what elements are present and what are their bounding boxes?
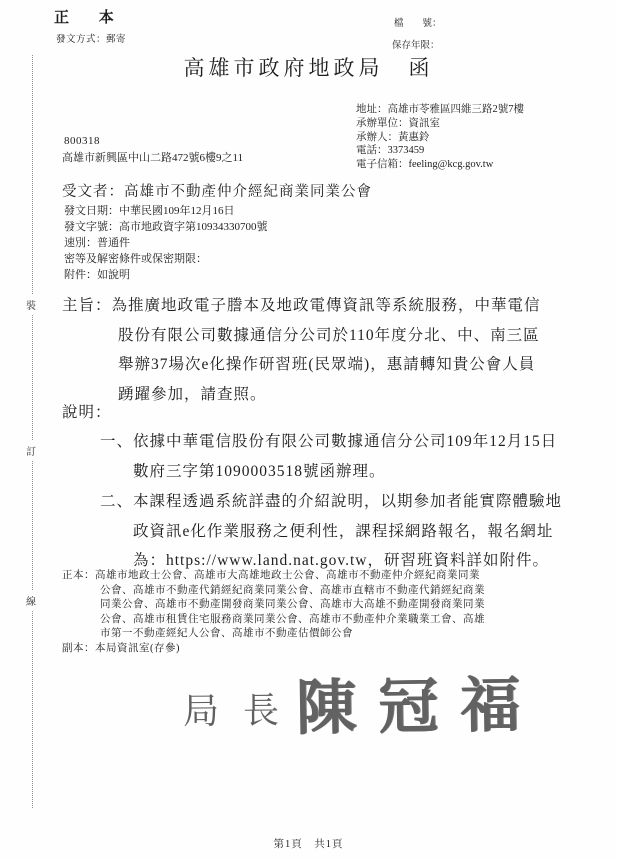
original-copies-line-4: 公會、高雄市租賃住宅服務商業同業公會、高雄市不動產仲介業職業工會、高雄	[100, 613, 485, 625]
handling-unit: 承辦單位：資訊室	[356, 117, 440, 129]
subject-line-3: 舉辦37場次e化操作研習班(民眾端)，惠請轉知貴公會人員	[118, 356, 536, 373]
original-copies-label: 正本：	[62, 570, 95, 581]
item-1-line-1: 依據中華電信股份有限公司數據通信分公司109年12月15日	[133, 433, 558, 450]
agency-address: 地址：高雄市苓雅區四維三路2號7樓	[356, 104, 524, 115]
item-1-line-2: 數府三字第1090003518號函辦理。	[133, 462, 386, 480]
document-title: 高雄市政府地政局 函	[183, 56, 434, 80]
phone-number: 電話：3373459	[356, 145, 425, 157]
original-copies-line-2: 公會、高雄市不動產代銷經紀商業同業公會、高雄市直轄市不動產代銷經紀商業	[100, 584, 485, 596]
subject-line-1: 為推廣地政電子謄本及地政電傳資訊等系統服務，中華電信	[111, 297, 541, 314]
subject-label: 主旨：	[62, 297, 112, 314]
item-2-line-3: 為：https://www.land.nat.gov.tw，研習班資料詳如附件。	[133, 552, 550, 569]
carbon-copy-label: 副本：	[62, 642, 95, 654]
binding-mark-xian: 線	[25, 590, 37, 611]
copy-type-label: 正 本	[54, 10, 127, 26]
document-number: 發文字號：高市地政資字第10934330700號	[64, 221, 268, 233]
original-copies-line-3: 同業公會、高雄市不動產開發商業同業公會、高雄市大高雄不動產開發商業同業	[100, 599, 485, 611]
distribution-block	[62, 569, 485, 657]
original-copies-line-1: 高雄市地政士公會、高雄市大高雄地政士公會、高雄市不動產仲介經紀商業同業	[95, 570, 480, 581]
subject-block	[62, 291, 562, 409]
description-item-1	[100, 427, 570, 486]
description-label: 說明：	[62, 404, 112, 421]
carbon-copy-text: 本局資訊室(存參)	[95, 642, 180, 654]
attachment-note: 附件：如說明	[64, 269, 130, 281]
delivery-method: 發文方式：郵寄	[56, 35, 127, 45]
recipient-zip: 800318	[64, 135, 100, 147]
item-2-line-1: 本課程透過系統詳盡的介紹說明，以期參加者能實際體驗地	[133, 493, 563, 510]
document-meta-block	[64, 203, 268, 283]
file-number-label: 檔 號：	[394, 19, 442, 29]
email-address: 電子信箱：feeling@kcg.gov.tw	[356, 159, 494, 171]
original-copies-line-5: 市第一不動產經紀人公會、高雄市不動產估價師公會	[100, 628, 353, 640]
subject-line-4: 踴躍參加，請查照。	[118, 385, 267, 403]
subject-line-2: 股份有限公司數據通信分公司於110年度分北、中、南三區	[118, 326, 540, 344]
binding-dotted-line	[32, 55, 33, 808]
binding-mark-ding: 訂	[25, 440, 37, 461]
handling-person: 承辦人：黃惠鈴	[356, 131, 430, 143]
recipient-address: 高雄市新興區中山二路472號6樓9之11	[62, 152, 244, 164]
agency-contact-block	[356, 103, 524, 172]
secrecy-level: 密等及解密條件或保密期限：	[64, 253, 207, 265]
item-2-line-2: 政資訊e化作業服務之便利性，課程採網路報名，報名網址	[133, 522, 554, 540]
issue-date: 發文日期：中華民國109年12月16日	[64, 205, 235, 217]
recipient-line: 受文者：高雄市不動產仲介經紀商業同業公會	[62, 184, 372, 200]
signer-title: 局長	[182, 690, 304, 732]
delivery-speed: 速別：普通件	[64, 237, 130, 249]
description-items	[100, 427, 570, 576]
retention-period-label: 保存年限：	[392, 41, 440, 51]
description-item-2	[100, 487, 570, 576]
binding-mark-zhuang: 裝	[25, 294, 37, 315]
signer-name-stamp: 陳冠福	[295, 670, 543, 744]
item-1-number: 一、	[100, 433, 134, 450]
item-2-number: 二、	[100, 493, 134, 510]
page-number: 第1頁 共1頁	[273, 839, 344, 850]
